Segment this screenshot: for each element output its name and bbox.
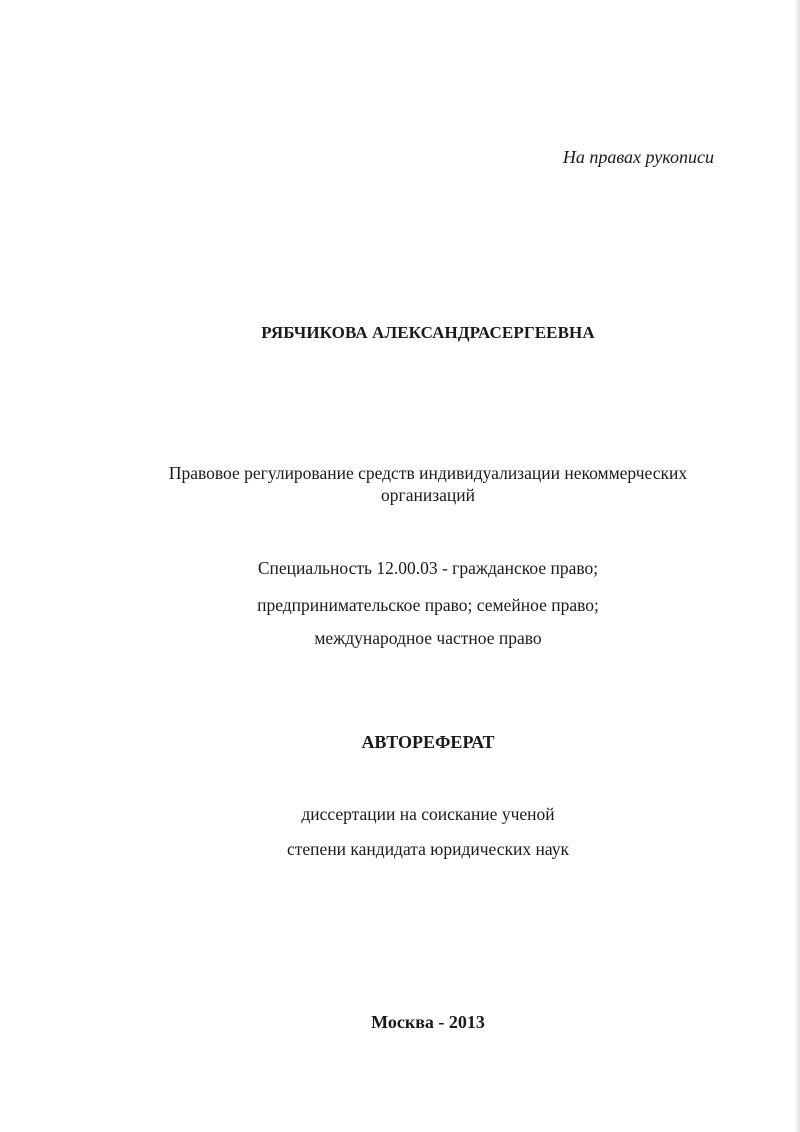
city-year: Москва - 2013 <box>371 1012 485 1032</box>
specialty-line-2: предпринимательское право; семейное право; <box>257 595 599 615</box>
document-type-heading: АВТОРЕФЕРАТ <box>361 732 495 752</box>
dissertation-line-1: диссертации на соискание ученой <box>301 804 555 824</box>
rights-note: На правах рукописи <box>562 147 714 167</box>
specialty-line-1: Специальность 12.00.03 - гражданское право; <box>257 558 599 578</box>
specialty-line-3: международное частное право <box>314 628 542 648</box>
dissertation-line-2: степени кандидата юридических наук <box>287 839 569 859</box>
thesis-title-line-2: организаций <box>381 485 475 505</box>
author-name: РЯБЧИКОВА АЛЕКСАНДРАСЕРГЕЕВНА <box>261 323 595 342</box>
thesis-title-line-1: Правовое регулирование средств индивидуализации некоммерческих <box>168 463 688 483</box>
